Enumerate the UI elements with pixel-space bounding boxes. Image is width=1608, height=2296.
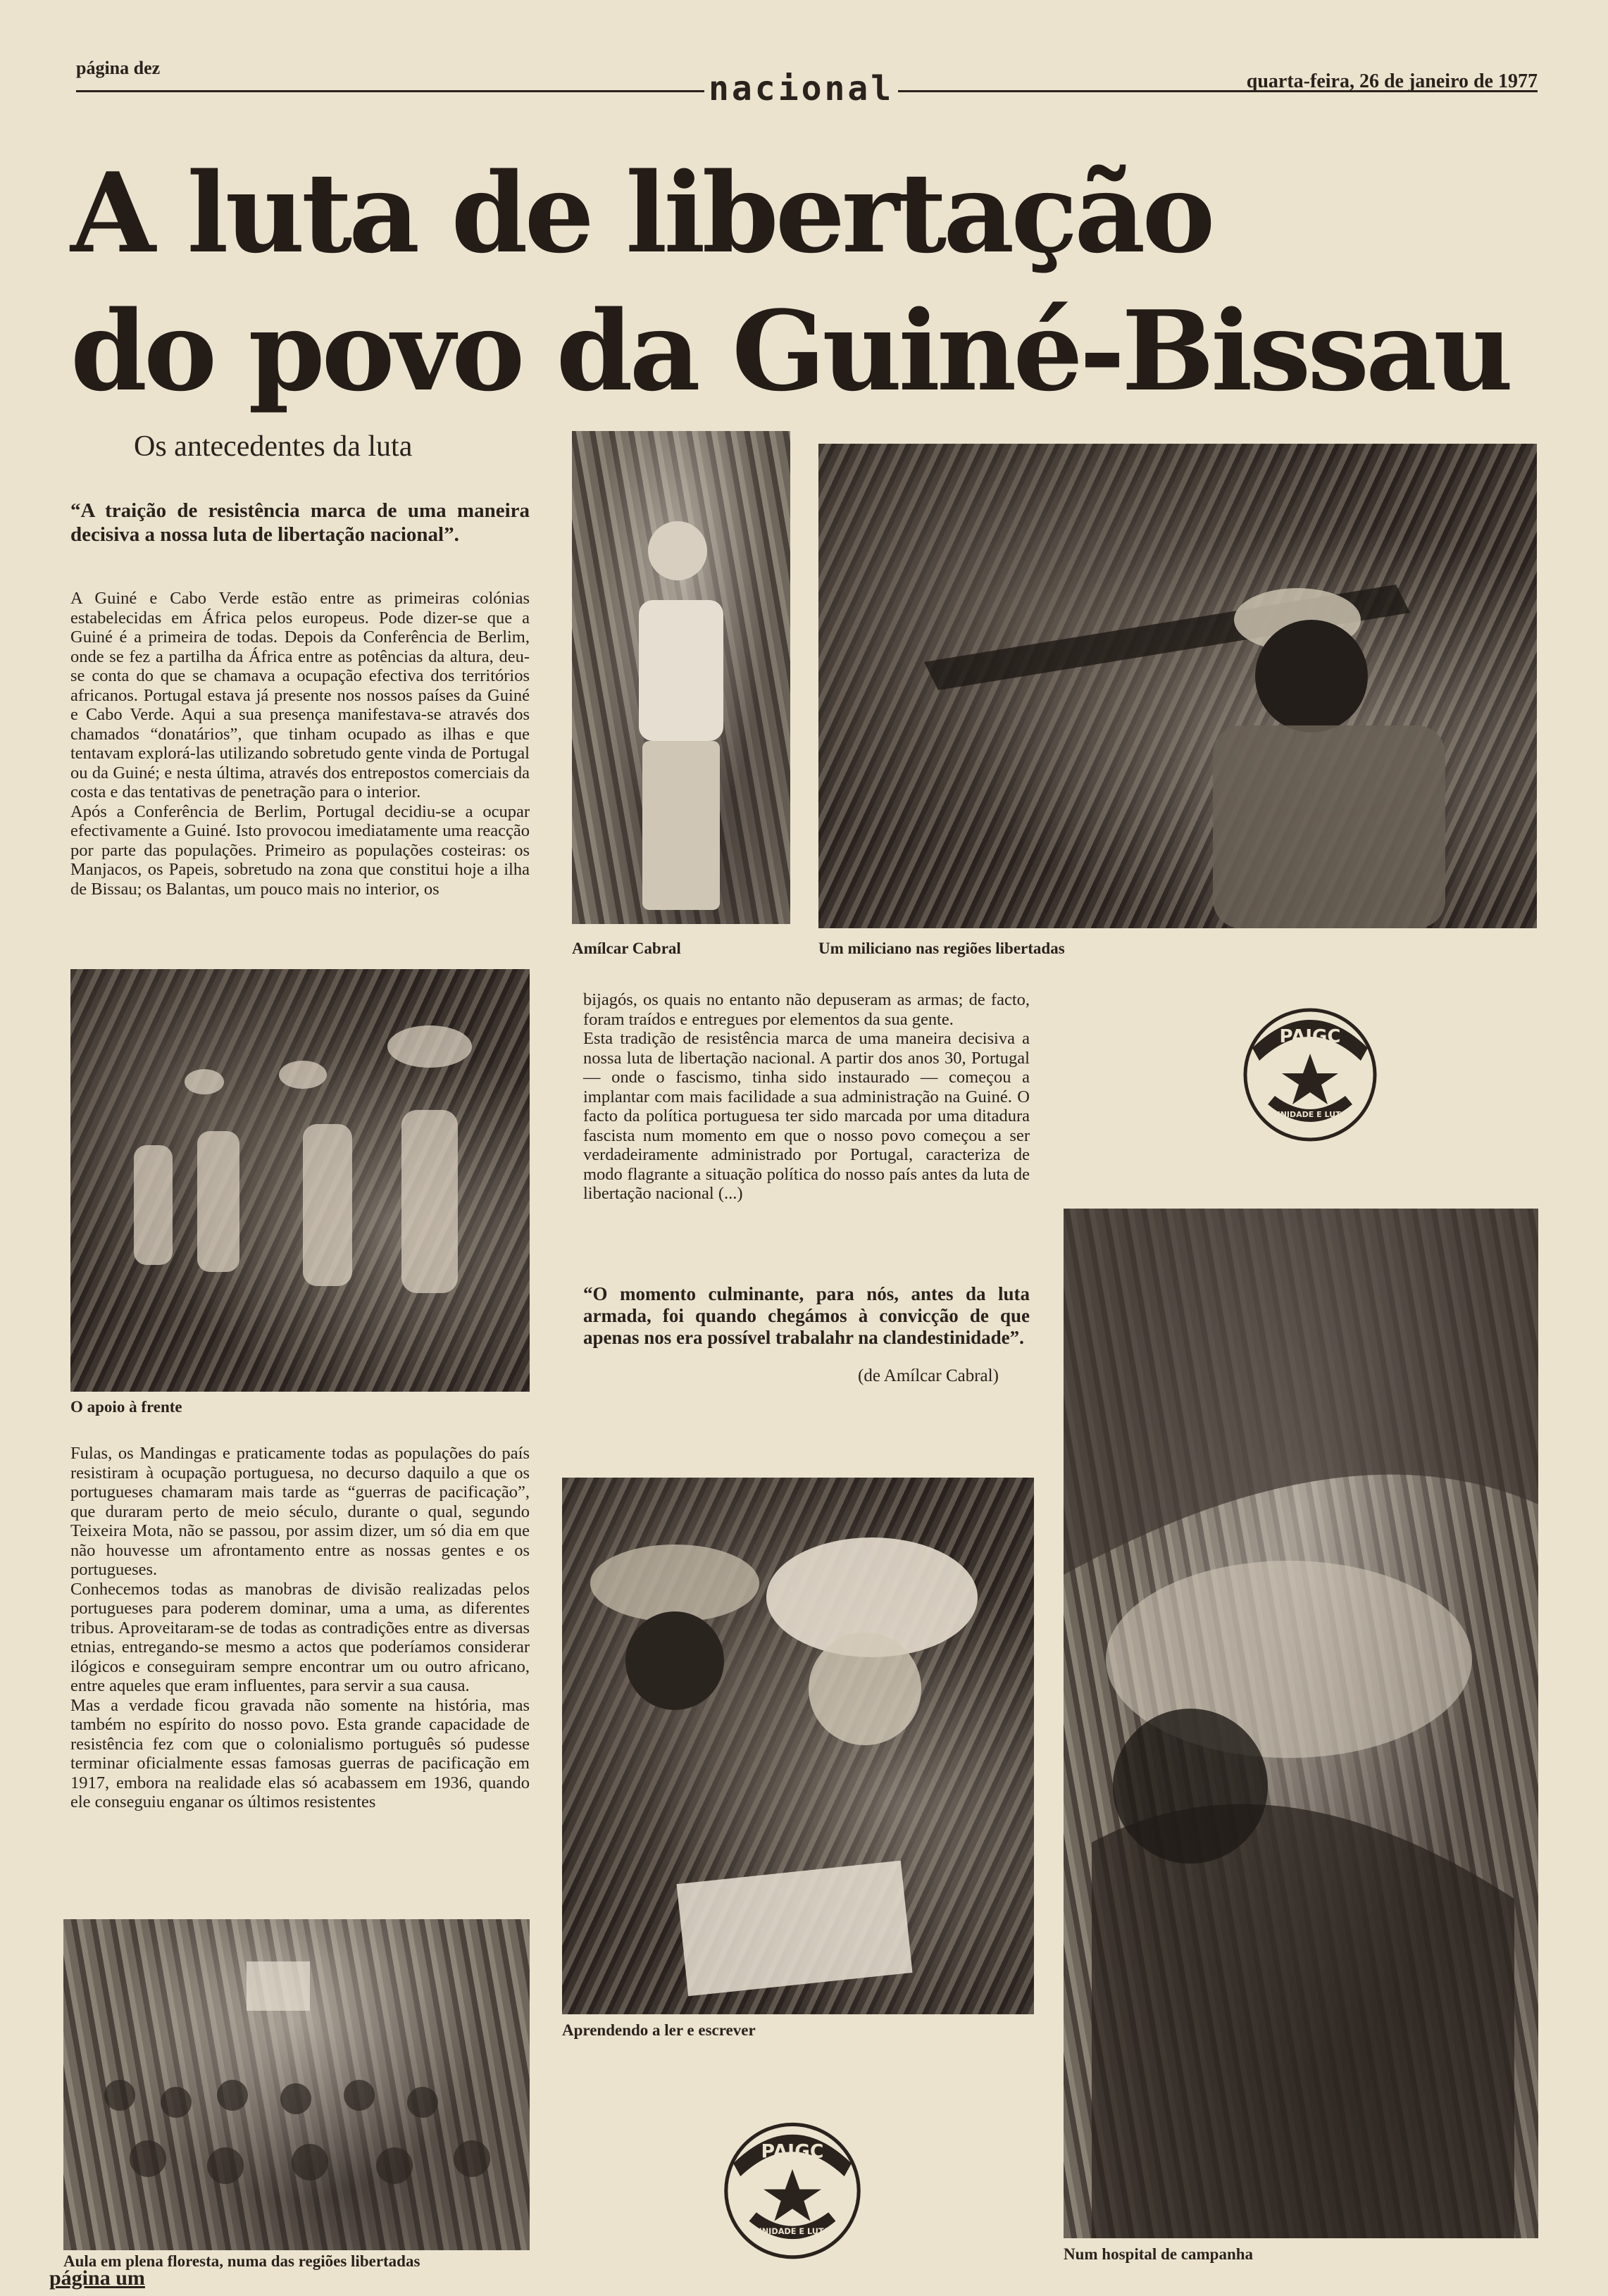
photo-hospital-campanha: [1064, 1209, 1538, 2238]
caption-miliciano: Um miliciano nas regiões libertadas: [818, 940, 1065, 957]
issue-date: quarta-feira, 26 de janeiro de 1977: [1246, 70, 1538, 92]
photo-apoio-frente: [70, 969, 530, 1392]
headline-line-2: do povo da Guiné-Bissau: [70, 287, 1510, 416]
photo-aula-floresta: [63, 1919, 530, 2250]
photo-cabral-figure: [572, 431, 790, 924]
paigc-logo-top: [1240, 999, 1380, 1147]
photo-aprendendo: [562, 1478, 1034, 2014]
subheading: Os antecedentes da luta: [134, 430, 413, 463]
caption-aprendendo: Aprendendo a ler e escrever: [562, 2021, 756, 2039]
photo-miliciano-figure: [818, 444, 1537, 928]
photo-miliciano: [818, 444, 1537, 928]
pullquote-momento: “O momento culminante, para nós, antes da luta armada, foi quando chegámos à convicção de que apenas nos era possível trabalahr na clandestinidade”.: [583, 1283, 1030, 1348]
caption-aula: Aula em plena floresta, numa das regiões libertadas: [63, 2252, 420, 2270]
footer-page-label: página um: [49, 2266, 145, 2290]
photo-apoio-figures: [70, 969, 530, 1392]
article-col2: bijagós, os quais no entanto não depuseram as armas; de facto, foram traídos e entregues por elementos da sua gente. Esta tradição de resistência marca de uma maneira decisiva a nossa luta de libertação nacional. A partir dos anos 30, Portugal — onde o fascismo, tinha sido instaurado — começou a implantar com mais facilidade a sua administração na Guiné. O facto da política portuguesa ter sido marcada por uma ditadura fascista num momento em que o nosso povo começou a ser verdadeiramente administrado por Portugal, caracteriza de modo flagrante a situação política do nosso país antes da luta de libertação nacional (...): [583, 990, 1030, 1203]
svg-text:PAIGC: PAIGC: [1279, 1026, 1341, 1047]
svg-text:UNIDADE E LUTA: UNIDADE E LUTA: [1273, 1110, 1347, 1119]
caption-apoio: O apoio à frente: [70, 1398, 182, 1416]
caption-cabral: Amílcar Cabral: [572, 940, 681, 957]
svg-text:PAIGC: PAIGC: [761, 2140, 824, 2163]
pullquote-traicao: “A traição de resistência marca de uma maneira decisiva a nossa luta de libertação nacional”.: [70, 499, 530, 546]
article-col1-part1: A Guiné e Cabo Verde estão entre as primeiras colónias estabelecidas em África pelos europeus. Pode dizer-se que a Guiné é a primeira de todas. Depois da Conferência de Berlim, onde se fez a partilha da África entre as potências da altura, deu-se conta do que se chamava a ocupação efectiva dos territórios africanos. Portugal estava já presente nos nossos países da Guiné e Cabo Verde. Aqui a sua presença manifestava-se através dos chamados “donatários”, que tinham ocupado as ilhas e que tentavam explorá-las utilizando sobretudo gente vinda de Portugal ou da Guiné; e nesta última, através dos entrepostos comerciais da costa e das tentativas de penetração para o interior. Após a Conferência de Berlim, Portugal decidiu-se a ocupar efectivamente a Guiné. Isto provocou imediatamente uma reacção por parte das populações. Primeiro as populações costeiras: os Manjacos, os Papeis, sobretudo na zona que constitui hoje a ilha de Bissau; os Balantas, um pouco mais no interior, os: [70, 589, 530, 899]
article-col1-part2: Fulas, os Mandingas e praticamente todas as populações do país resistiram à ocupação portuguesa, no decurso daquilo a que os portugueses chamaram mais tarde as “guerras de pacificação”, que duraram perto de meio século, durante o qual, segundo Teixeira Mota, não se passou, por assim dizer, um só dia em que não houvesse um afrontamento entre as nossas gentes e os portugueses. Conhecemos todas as manobras de divisão realizadas pelos portugueses para poderem dominar, uma a uma, as diferentes tribus. Aproveitaram-se de todas as contradições entre as diversas etnias, entregando-se mesmo a actos que poderíamos considerar ilógicos e conseguiram sempre encontrar um ou outro africano, entre aqueles que eram influentes, para servir a sua causa. Mas a verdade ficou gravada não somente na história, mas também no espírito do nosso povo. Esta grande capacidade de resistência fez com que o colonialismo português só pudesse terminar oficialmente essas famosas guerras de pacificação em 1917, embora na realidade elas só acabassem em 1936, quando ele conseguiu enganar os últimos resistentes: [70, 1444, 530, 1811]
svg-text:UNIDADE E LUTA: UNIDADE E LUTA: [755, 2227, 830, 2236]
photo-hospital-figures: [1064, 1209, 1538, 2238]
photo-amilcar-cabral: [572, 431, 790, 924]
section-title: nacional: [704, 69, 898, 108]
headline: [70, 144, 1564, 420]
headline-line-1: A luta de libertação: [70, 149, 1212, 277]
caption-hospital: Num hospital de campanha: [1064, 2245, 1254, 2263]
attribution: (de Amílcar Cabral): [858, 1366, 999, 1385]
photo-aula-figures: [63, 1919, 530, 2250]
paigc-logo-bottom: [718, 2113, 866, 2264]
page-label: página dez: [76, 58, 161, 78]
photo-aprendendo-figures: [562, 1478, 1034, 2014]
